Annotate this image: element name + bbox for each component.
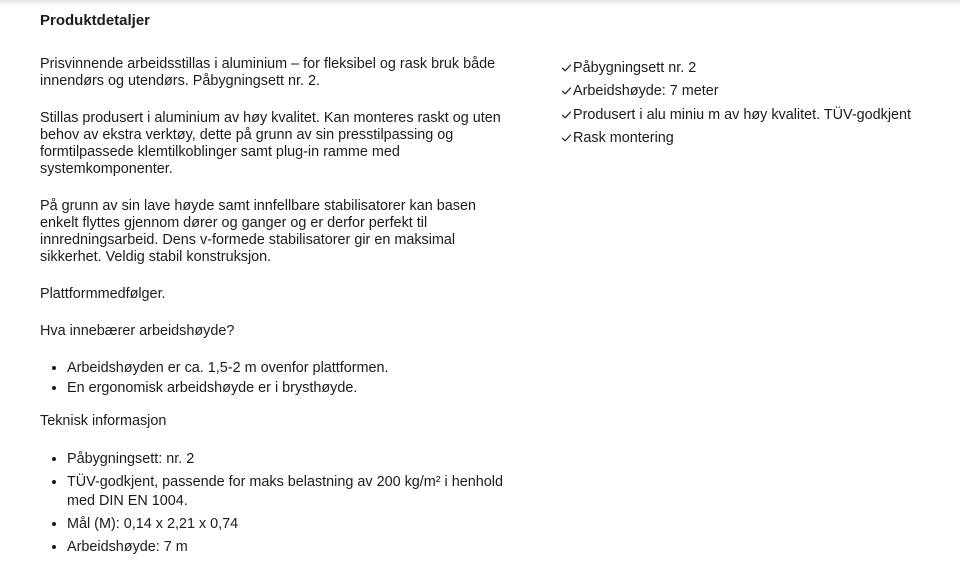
list-item: • TÜV-godkjent, passende for maks belastning av 200 kg/m² i henhold med DIN EN 1004. xyxy=(67,473,515,511)
product-description xyxy=(40,56,515,573)
description-paragraph: Stillas produsert i aluminium av høy kvalitet. Kan monteres raskt og uten behov av ekstra verktøy, dette på grunn av sin presstilpassing og formtilpassede klemtilkoblinger samt plug-in ramme med systemkomponenter. xyxy=(40,110,501,177)
description-paragraph: Prisvinnende arbeidsstillas i aluminium – for fleksibel og rask bruk både innendørs og utendørs. Påbygningsett nr. 2. xyxy=(40,56,496,89)
check-icon xyxy=(560,111,573,119)
working-height-list xyxy=(40,360,515,397)
feature-item xyxy=(560,59,911,82)
list-item: • Mål (M): 0,14 x 2,21 x 0,74 xyxy=(67,515,515,534)
section-title: Produktdetaljer xyxy=(40,12,151,29)
list-item: • Påbygningsett: nr. 2 xyxy=(67,450,515,469)
check-icon xyxy=(560,134,573,142)
description-paragraph: På grunn av sin lave høyde samt innfellbare stabilisatorer kan basen enkelt flyttes gjennom dører og ganger og er derfor perfekt til innredningsarbeid. Dens v-formede stabilisatorer gir en maksimal sikkerhet. Veldig stabil konstruksjon. xyxy=(40,198,476,265)
platform-note: Plattformmedfølger. xyxy=(40,286,166,302)
list-item: • En ergonomisk arbeidshøyde er i brysthøyde. xyxy=(67,380,515,397)
technical-info-heading: Teknisk informasjon xyxy=(40,413,167,429)
check-icon xyxy=(560,87,573,95)
feature-label: Påbygningsett nr. 2 xyxy=(573,60,697,76)
feature-item xyxy=(560,82,911,105)
list-item: • Arbeidshøyden er ca. 1,5-2 m ovenfor plattformen. xyxy=(67,360,515,377)
list-item: • Arbeidshøyde: 7 m xyxy=(67,538,515,557)
feature-item xyxy=(560,106,911,129)
feature-item xyxy=(560,129,911,152)
working-height-question: Hva innebærer arbeidshøyde? xyxy=(40,323,235,339)
feature-label: Produsert i alu miniu m av høy kvalitet. TÜV-godkjent xyxy=(573,106,912,123)
technical-info-list xyxy=(40,450,515,557)
feature-list xyxy=(560,59,911,153)
feature-label: Arbeidshøyde: 7 meter xyxy=(573,83,719,100)
header-shadow xyxy=(0,0,960,6)
feature-label: Rask montering xyxy=(573,130,674,147)
check-icon xyxy=(560,64,573,72)
